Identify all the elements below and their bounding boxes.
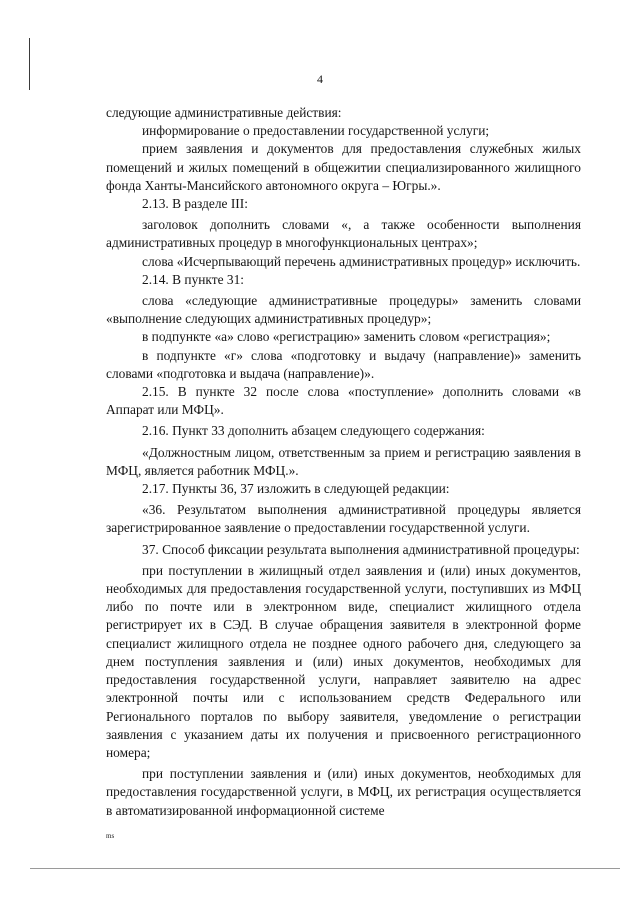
paragraph: «36. Результатом выполнения административной процедуры является зарегистрированное заявление о предоставлении государственной услуги. (106, 502, 581, 536)
paragraph: при поступлении в жилищный отдел заявления и (или) иных документов, необходимых для предоставления государственной услуги, поступивших из МФЦ либо по почте или в электронном виде, специалист жилищного отдела регистрирует их в СЭД. В случае обращения заявителя в электронной форме специалист жилищного отдела не позднее одного рабочего дня, следующего за днем поступления заявления и (или) иных документов, необходимых для предоставления государственной услуги, направляет заявителю на адрес электронной почты или с использованием средств Федерального или Регионального порталов по выбору заявителя, уведомление о регистрации заявления с указанием даты их получения и присвоенного регистрационного номера; (106, 562, 581, 760)
paragraph: при поступлении заявления и (или) иных документов, необходимых для предоставления государственной услуги, в МФЦ, их регистрация осуществляется в автоматизированной информационной системе (106, 766, 581, 818)
scan-bottom-line (30, 868, 620, 869)
paragraph: слова «следующие административные процедуры» заменить словами «выполнение следующих административных процедур»; (106, 293, 581, 327)
paragraph: 2.14. В пункте 31: (142, 271, 245, 287)
paragraph: в подпункте «г» слова «подготовку и выдачу (направление)» заменить словами «подготовка и выдача (направление)». (106, 347, 581, 381)
paragraph: информирование о предоставлении государственной услуги; (142, 123, 490, 139)
paragraph: 2.13. В разделе III: (142, 196, 248, 212)
document-body (106, 104, 581, 820)
paragraph: 2.16. Пункт 33 дополнить абзацем следующего содержания: (142, 423, 485, 439)
paragraph: заголовок дополнить словами «, а также особенности выполнения административных процедур в многофункциональных центрах»; (106, 217, 581, 251)
paragraph: «Должностным лицом, ответственным за прием и регистрацию заявления в МФЦ, является работник МФЦ.». (106, 444, 581, 478)
paragraph: в подпункте «а» слово «регистрацию» заменить словом «регистрация»; (142, 329, 551, 345)
paragraph: 37. Способ фиксации результата выполнения административной процедуры: (142, 541, 580, 557)
paragraph: 2.15. В пункте 32 после слова «поступление» дополнить словами «в Аппарат или МФЦ». (106, 384, 581, 418)
paragraph: 2.17. Пункты 36, 37 изложить в следующей редакции: (142, 481, 450, 497)
paragraph: слова «Исчерпывающий перечень административных процедур» исключить. (142, 253, 581, 269)
footer-mark: ms (106, 832, 115, 840)
paragraph: следующие административные действия: (106, 105, 342, 120)
page-number: 4 (317, 72, 323, 86)
paragraph: прием заявления и документов для предоставления служебных жилых помещений и жилых помещений в общежитии специализированного жилищного фонда Ханты-Мансийского автономного округа – Югры.». (106, 141, 581, 193)
